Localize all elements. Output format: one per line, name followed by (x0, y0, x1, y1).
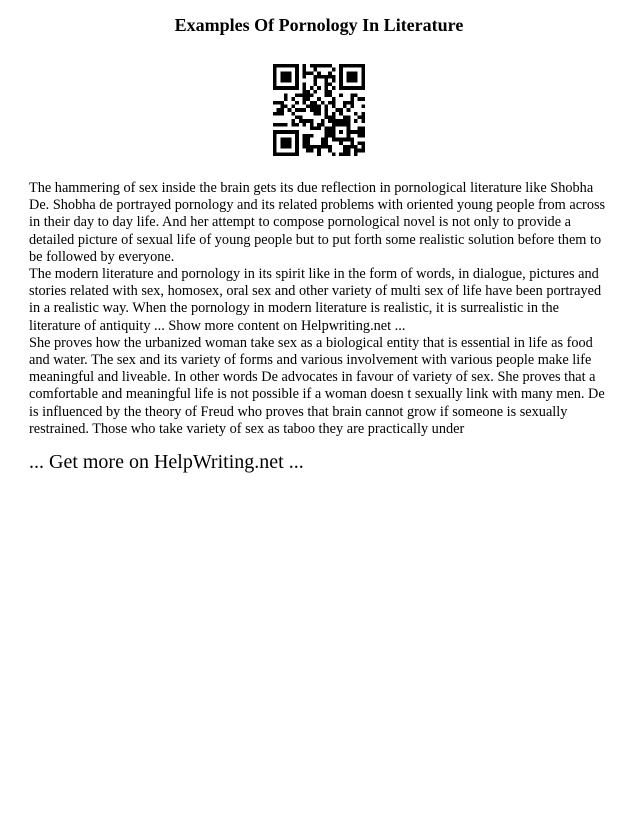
paragraph: The hammering of sex inside the brain gets its due reflection in pornological literature like Shobha De. Shobha de portrayed pornology and its related problems with oriented young people from across in their day to day life. And her attempt to compose pornological novel is not only to provide a detailed picture of sexual life of young people but to put forth some realistic solution before them to be followed by everyone. (29, 180, 606, 265)
document-body (29, 180, 611, 438)
get-more-link[interactable]: ... Get more on HelpWriting.net ... (29, 451, 304, 473)
qr-code-icon[interactable] (273, 64, 365, 156)
page-title: Examples Of Pornology In Literature (174, 15, 464, 35)
paragraph: The modern literature and pornology in its spirit like in the form of words, in dialogue, pictures and stories related with sex, homosex, oral sex and other variety of multi sex of life have been portrayed in a realistic way. When the pornology in modern literature is realistic, it is surrealistic in the literature of antiquity ... Show more content on Helpwriting.net ... (29, 266, 602, 334)
paragraph: She proves how the urbanized woman take sex as a biological entity that is essential in life as food and water. The sex and its variety of forms and various involvement with various people make life meaningful and liveable. In other words De advocates in favour of variety of sex. She proves that a comfortable and meaningful life is not possible if a woman doesn t sexually link with many men. De is influenced by the theory of Freud who proves that brain cannot grow if someone is sexually restrained. Those who take variety of sex as taboo they are practically under (29, 334, 605, 437)
